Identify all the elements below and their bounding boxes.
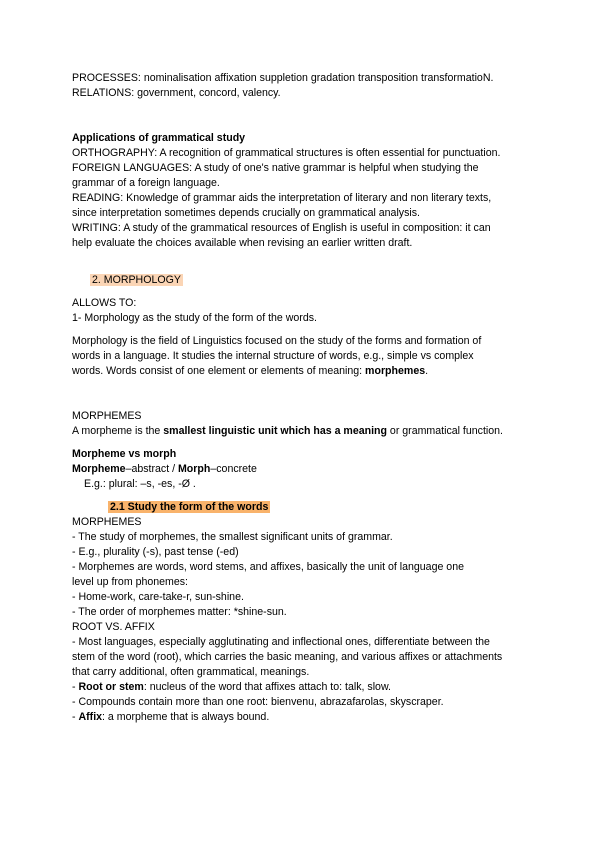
morphemes-label: MORPHEMES xyxy=(72,410,142,422)
allows-to-item: 1- Morphology as the study of the form of the words. xyxy=(72,312,317,324)
list-item: level up from phonemes: xyxy=(72,576,189,588)
applications-line: WRITING: A study of the grammatical resources of English is useful in composition: it can xyxy=(72,222,491,234)
root-term: Root or stem xyxy=(78,681,144,693)
spacer xyxy=(72,288,532,296)
spacer xyxy=(72,101,532,131)
text-run: or grammatical function. xyxy=(386,425,503,437)
relations-line: RELATIONS: government, concord, valency. xyxy=(72,87,281,99)
plural-example: E.g.: plural: –s, -es, -Ø . xyxy=(84,478,196,490)
spacer xyxy=(72,251,532,273)
morpheme-vs-morph-line xyxy=(72,462,532,477)
morphology-definition-line: words in a language. It studies the internal structure of words, e.g., simple vs complex xyxy=(72,350,474,362)
morphology-heading: 2. MORPHOLOGY xyxy=(92,274,181,286)
text-run: : a morpheme that is always bound. xyxy=(102,711,270,723)
text-run: –abstract / xyxy=(125,463,178,475)
spacer xyxy=(72,492,532,500)
morphology-heading-row xyxy=(72,273,532,288)
applications-line: help evaluate the choices available when revising an earlier written draft. xyxy=(72,237,413,249)
section-morphemes-label: MORPHEMES xyxy=(72,516,142,528)
morphology-definition-line: Morphology is the field of Linguistics focused on the study of the forms and formation of xyxy=(72,335,482,347)
spacer xyxy=(72,326,532,334)
applications-line: FOREIGN LANGUAGES: A study of one's native grammar is helpful when studying the xyxy=(72,162,479,174)
spacer xyxy=(72,379,532,409)
text-run: –concrete xyxy=(210,463,257,475)
root-vs-affix-label: ROOT VS. AFFIX xyxy=(72,621,155,633)
root-definition xyxy=(72,680,532,695)
list-item: - The order of morphemes matter: *shine-sun. xyxy=(72,606,287,618)
morpheme-vs-morph-heading: Morpheme vs morph xyxy=(72,448,177,460)
processes-line: PROCESSES: nominalisation affixation suppletion gradation transposition transformatioN. xyxy=(72,72,494,84)
list-item: - Morphemes are words, word stems, and affixes, basically the unit of language one xyxy=(72,561,464,573)
applications-line: READING: Knowledge of grammar aids the interpretation of literary and non literary texts, xyxy=(72,192,492,204)
text-run: . xyxy=(425,365,429,377)
text-run: - xyxy=(72,681,79,693)
affix-term: Affix xyxy=(78,711,103,723)
definition-emphasis: smallest linguistic unit which has a meaning xyxy=(163,425,387,437)
text-run: - xyxy=(72,711,79,723)
applications-line: since interpretation sometimes depends crucially on grammatical analysis. xyxy=(72,207,420,219)
list-item: - E.g., plurality (-s), past tense (-ed) xyxy=(72,546,239,558)
list-item: - Compounds contain more than one root: bienvenu, abrazafarolas, skyscraper. xyxy=(72,696,444,708)
morpheme-definition xyxy=(72,424,532,439)
section-2-1-heading-row xyxy=(72,500,532,515)
text-run: : nucleus of the word that affixes attach to: talk, slow. xyxy=(143,681,391,693)
morphology-definition-line xyxy=(72,364,532,379)
spacer xyxy=(72,439,532,447)
list-item: that carry additional, often grammatical, meanings. xyxy=(72,666,310,678)
document-page xyxy=(72,71,532,725)
list-item: - The study of morphemes, the smallest significant units of grammar. xyxy=(72,531,393,543)
list-item: - Home-work, care-take-r, sun-shine. xyxy=(72,591,244,603)
morphemes-term: morphemes xyxy=(365,365,426,377)
list-item: stem of the word (root), which carries the basic meaning, and various affixes or attachments xyxy=(72,651,503,663)
list-item: - Most languages, especially agglutinating and inflectional ones, differentiate between the xyxy=(72,636,490,648)
applications-line: grammar of a foreign language. xyxy=(72,177,220,189)
applications-heading: Applications of grammatical study xyxy=(72,132,246,144)
morph-term: Morph xyxy=(177,463,211,475)
allows-to-label: ALLOWS TO: xyxy=(72,297,137,309)
applications-line: ORTHOGRAPHY: A recognition of grammatical structures is often essential for punctuation. xyxy=(72,147,501,159)
text-run: words. Words consist of one element or elements of meaning: xyxy=(72,365,366,377)
section-2-1-heading: 2.1 Study the form of the words xyxy=(110,501,269,513)
affix-definition xyxy=(72,710,532,725)
text-run: A morpheme is the xyxy=(72,425,164,437)
morpheme-term: Morpheme xyxy=(72,463,126,475)
